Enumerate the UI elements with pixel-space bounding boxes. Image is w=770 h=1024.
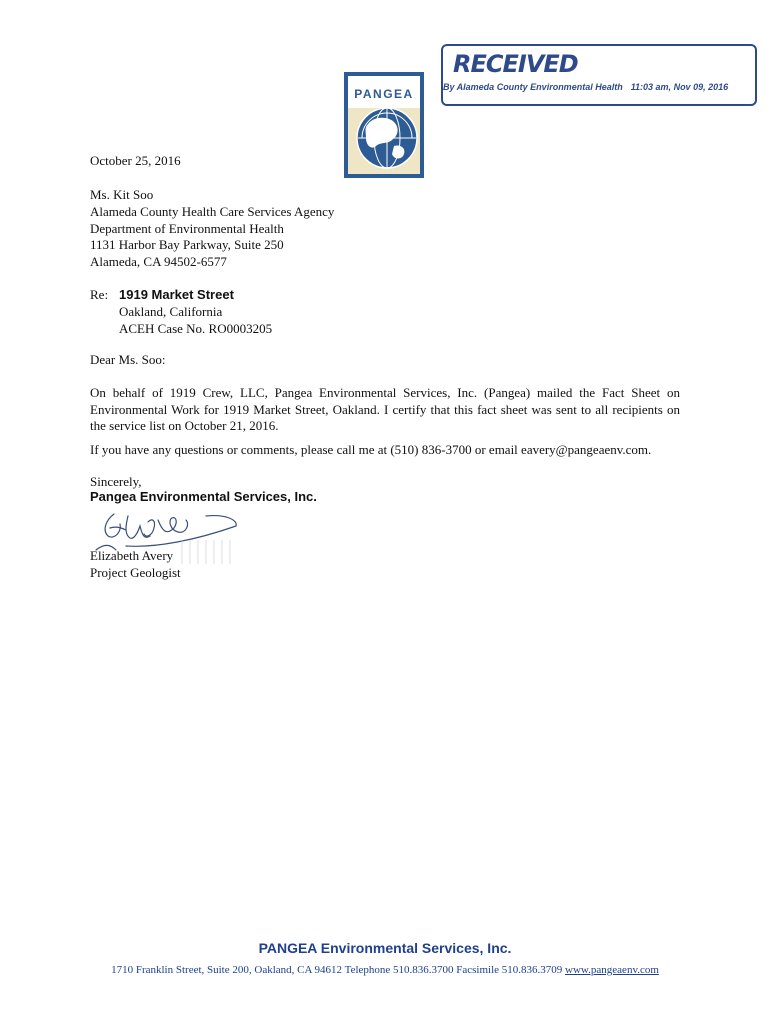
salutation: Dear Ms. Soo:: [90, 352, 166, 367]
recipient-city: Alameda, CA 94502-6577: [90, 254, 227, 270]
pangea-logo: [344, 72, 424, 178]
signer-name: Elizabeth Avery: [90, 548, 174, 563]
recipient-address: [90, 187, 334, 271]
recipient-dept: Department of Environmental Health: [90, 220, 284, 236]
footer-website-link[interactable]: www.pangeaenv.com: [565, 964, 659, 976]
stamp-detail: [443, 82, 728, 92]
recipient-street: 1131 Harbor Bay Parkway, Suite 250: [90, 237, 284, 253]
letter-date: October 25, 2016: [90, 153, 181, 168]
globe-icon: [344, 72, 424, 178]
signer-title: Project Geologist: [90, 564, 181, 580]
footer-company: PANGEA Environmental Services, Inc.: [258, 940, 512, 956]
footer-address: 1710 Franklin Street, Suite 200, Oakland, CA 94612 Telephone 510.836.3700 Facsimile 510.836.3709: [111, 964, 563, 976]
stamp-by: By Alameda County Environmental Health: [443, 82, 623, 92]
re-subject: 1919 Market Street: [119, 287, 234, 302]
re-case-number: ACEH Case No. RO0003205: [119, 320, 273, 336]
closing-sincerely: Sincerely,: [90, 474, 142, 489]
logo-wordmark: PANGEA: [354, 87, 414, 101]
signer-block: [90, 548, 181, 582]
footer-address-line: [0, 964, 770, 976]
recipient-org: Alameda County Health Care Services Agency: [90, 203, 335, 219]
re-block: [119, 287, 272, 337]
stamp-time: 11:03 am, Nov 09, 2016: [630, 82, 729, 92]
body-paragraph-1: On behalf of 1919 Crew, LLC, Pangea Environmental Services, Inc. (Pangea) mailed the Fact Sheet on Environmental Work for 1919 Market Street, Oakland. I certify that this fact sheet was sent to all recipients on the service list on October 21, 2016.: [90, 385, 680, 433]
re-label: Re:: [90, 287, 109, 302]
stamp-title: RECEIVED: [453, 50, 578, 78]
re-city: Oakland, California: [119, 303, 223, 319]
received-stamp: [441, 44, 757, 106]
recipient-name: Ms. Kit Soo: [90, 187, 154, 202]
body-paragraph-2: If you have any questions or comments, please call me at (510) 836-3700 or email eavery@pangeaenv.com.: [90, 442, 652, 457]
closing-company: Pangea Environmental Services, Inc.: [90, 489, 317, 504]
